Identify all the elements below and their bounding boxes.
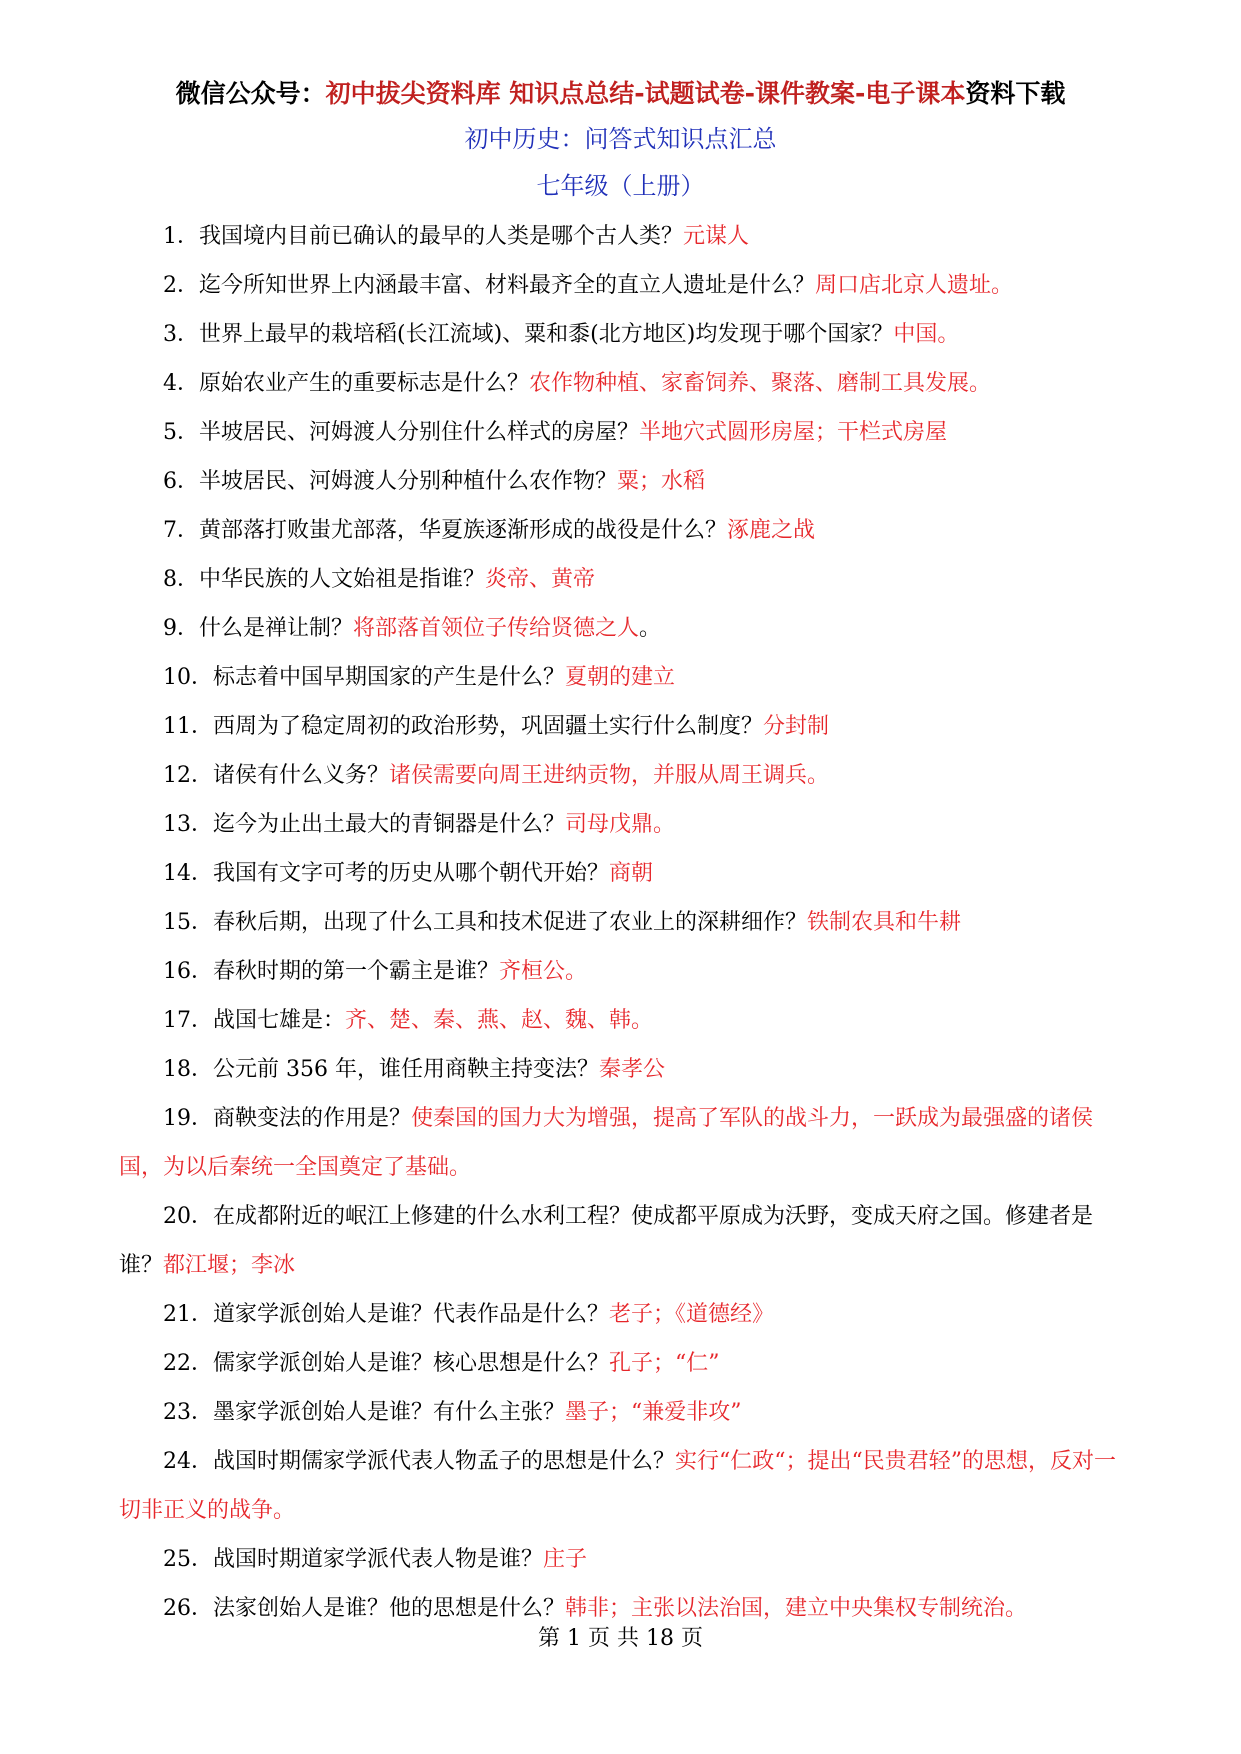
answer-text: 齐桓公。 (499, 959, 588, 984)
question-text: 16．春秋时期的第一个霸主是谁？ (163, 959, 499, 984)
answer-text: 粟；水稻 (617, 469, 706, 494)
qa-item (119, 1388, 1133, 1437)
qa-item (119, 408, 1133, 457)
question-text: 18．公元前 356 年，谁任用商鞅主持变法？ (163, 1057, 599, 1082)
question-text: 5．半坡居民、河姆渡人分别住什么样式的房屋？ (163, 420, 639, 445)
question-text: 7．黄部落打败蚩尤部落，华夏族逐渐形成的战役是什么？ (163, 518, 727, 543)
answer-text: 老子；《道德经》 (609, 1302, 775, 1327)
question-text: 10．标志着中国早期国家的产生是什么？ (163, 665, 565, 690)
question-text: 3．世界上最早的栽培稻(长江流域)、粟和黍(北方地区)均发现于哪个国家？ (163, 322, 894, 347)
answer-text: 庄子 (543, 1547, 588, 1572)
answer-text: 孔子；“仁” (609, 1351, 720, 1376)
question-text: 12．诸侯有什么义务？ (163, 763, 389, 788)
qa-item (119, 1045, 1133, 1094)
answer-text: 涿鹿之战 (727, 518, 816, 543)
header-highlight: 初中拔尖资料库 知识点总结-试题试卷-课件教案-电子课本 (325, 79, 966, 108)
qa-item (119, 1437, 1133, 1535)
qa-item (119, 849, 1133, 898)
answer-text: 中国。 (893, 322, 960, 347)
qa-item (119, 604, 1133, 653)
page-footer: 第 1 页 共 18 页 (538, 1626, 703, 1651)
answer-text: 半地穴式圆形房屋；干栏式房屋 (639, 420, 948, 445)
qa-item (119, 898, 1133, 947)
question-text: 6．半坡居民、河姆渡人分别种植什么农作物？ (163, 469, 617, 494)
answer-text: 墨子；“兼爱非攻” (565, 1400, 742, 1425)
qa-item (119, 702, 1133, 751)
question-text: 4．原始农业产生的重要标志是什么？ (163, 371, 529, 396)
header-suffix: 资料下载 (965, 79, 1066, 108)
question-text: 15．春秋后期，出现了什么工具和技术促进了农业上的深耕细作？ (163, 910, 807, 935)
qa-item (119, 1094, 1133, 1192)
qa-item (119, 996, 1133, 1045)
question-text: 2．迄今所知世界上内涵最丰富、材料最齐全的直立人遗址是什么？ (163, 273, 815, 298)
question-text: 23．墨家学派创始人是谁？有什么主张？ (163, 1400, 565, 1425)
answer-text: 使秦国的国力大为增强，提高了军队的战斗力，一跃成为最强盛的诸侯国，为以后秦统一全国奠定了基础。 (119, 1106, 1094, 1180)
qa-list (119, 212, 1133, 1633)
question-text: 17．战国七雄是： (163, 1008, 345, 1033)
question-text: 13．迄今为止出土最大的青铜器是什么？ (163, 812, 565, 837)
answer-text: 农作物种植、家畜饲养、聚落、磨制工具发展。 (529, 371, 992, 396)
answer-text: 韩非；主张以法治国，建立中央集权专制统治。 (565, 1596, 1028, 1621)
qa-item (119, 947, 1133, 996)
answer-text: 元谋人 (683, 224, 750, 249)
question-text: 20．在成都附近的岷江上修建的什么水利工程？使成都平原成为沃野，变成天府之国。修建者是谁？ (119, 1204, 1093, 1278)
answer-text: 夏朝的建立 (565, 665, 676, 690)
answer-text: 分封制 (763, 714, 830, 739)
qa-item (119, 261, 1133, 310)
question-text: 22．儒家学派创始人是谁？核心思想是什么？ (163, 1351, 609, 1376)
answer-text: 诸侯需要向周王进纳贡物，并服从周王调兵。 (389, 763, 830, 788)
answer-text: 都江堰；李冰 (163, 1253, 296, 1278)
question-text: 14．我国有文字可考的历史从哪个朝代开始？ (163, 861, 609, 886)
qa-item (119, 310, 1133, 359)
answer-text: 齐、楚、秦、燕、赵、魏、韩。 (345, 1008, 654, 1033)
qa-item (119, 751, 1133, 800)
answer-text: 炎帝、黄帝 (485, 567, 596, 592)
question-text: 9．什么是禅让制？ (163, 616, 353, 641)
answer-text: 周口店北京人遗址。 (815, 273, 1014, 298)
qa-item (119, 212, 1133, 261)
grade-heading: 七年级（上册） (536, 172, 705, 200)
qa-item (119, 359, 1133, 408)
qa-item (119, 555, 1133, 604)
question-text: 21．道家学派创始人是谁？代表作品是什么？ (163, 1302, 609, 1327)
qa-item (119, 1339, 1133, 1388)
question-text: 8．中华民族的人文始祖是指谁？ (163, 567, 485, 592)
qa-item (119, 506, 1133, 555)
question-text: 24．战国时期儒家学派代表人物孟子的思想是什么？ (163, 1449, 675, 1474)
qa-item (119, 653, 1133, 702)
answer-text: 商朝 (609, 861, 654, 886)
qa-item (119, 800, 1133, 849)
qa-item (119, 1535, 1133, 1584)
question-text: 11．西周为了稳定周初的政治形势，巩固疆土实行什么制度？ (163, 714, 763, 739)
question-tail: 。 (639, 616, 662, 641)
answer-text: 将部落首领位子传给贤德之人 (353, 616, 640, 641)
answer-text: 实行“仁政“；提出“民贵君轻”的思想，反对一切非正义的战争。 (119, 1449, 1116, 1523)
answer-text: 司母戊鼎。 (565, 812, 676, 837)
answer-text: 铁制农具和牛耕 (807, 910, 962, 935)
question-text: 1．我国境内目前已确认的最早的人类是哪个古人类？ (163, 224, 683, 249)
header-banner (0, 74, 1241, 114)
qa-item (119, 1192, 1133, 1290)
qa-item (119, 1290, 1133, 1339)
answer-text: 秦孝公 (598, 1057, 665, 1082)
qa-item (119, 457, 1133, 506)
question-text: 19．商鞅变法的作用是？ (163, 1106, 411, 1131)
question-text: 25．战国时期道家学派代表人物是谁？ (163, 1547, 543, 1572)
header-prefix: 微信公众号： (175, 79, 326, 108)
document-title: 初中历史：问答式知识点汇总 (464, 125, 777, 153)
question-text: 26．法家创始人是谁？他的思想是什么？ (163, 1596, 565, 1621)
